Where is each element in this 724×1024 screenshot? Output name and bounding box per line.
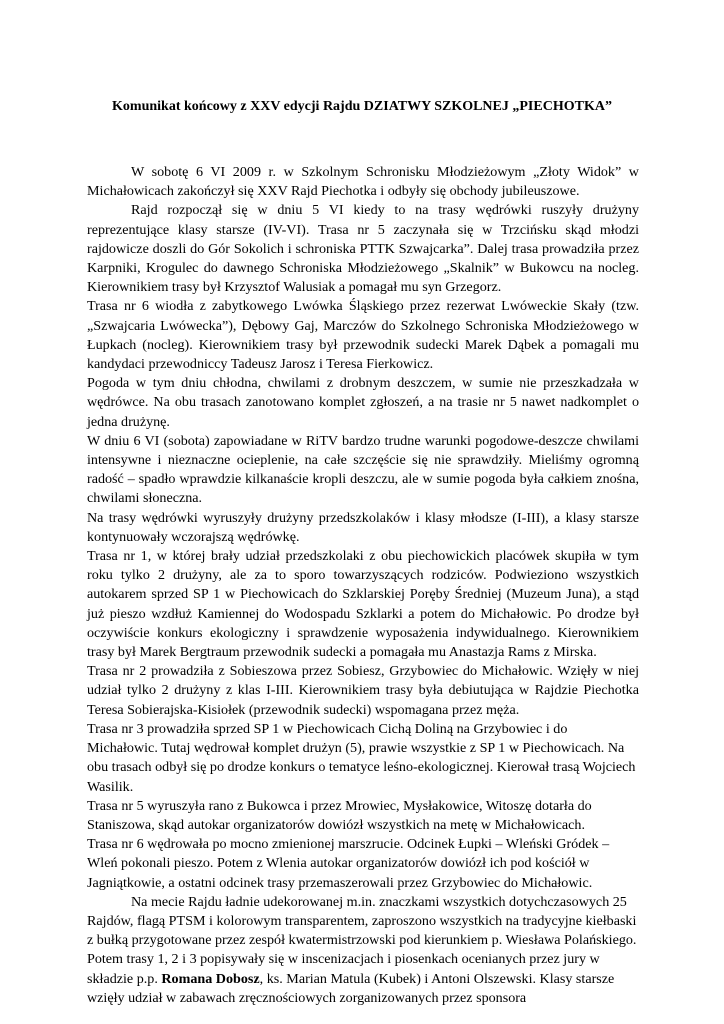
paragraph-day-one: Rajd rozpoczął się w dniu 5 VI kiedy to na trasy wędrówki ruszyły drużyny reprezentujące klasy starsze (IV-VI). Trasa nr 5 zaczynała się w Trzcińsku skąd młodzi rajdowicze doszli do Gór Sokolich i schroniska PTTK Szwajcarka”. Dalej trasa prowadziła przez Karpniki, Krogulec do dawnego Schroniska Młodzieżowego „Skalnik” w Bukowcu na nocleg. Kierownikiem trasy był Krzysztof Walusiak a pomagał mu syn Grzegorz. [87,202,639,296]
paragraph-route-5: Trasa nr 5 wyruszyła rano z Bukowca i przez Mrowiec, Mysłakowice, Witoszę dotarła do Staniszowa, skąd autokar organizatorów dowiózł wszystkich na metę w Michałowicach. [87,797,592,833]
paragraph-route-6: Trasa nr 6 wiodła z zabytkowego Lwówka Śląskiego przez rezerwat Lwóweckie Skały (tzw. „Szwajcaria Lwówecka”), Dębowy Gaj, Marczów do Szkolnego Schroniska Młodzieżowego w Łupkach (nocleg). Kierownikiem trasy był przewodnik sudecki Marek Dąbek a pomagali mu kandydaci przewodniccy Tadeusz Jarosz i Teresa Fierkowicz. [87,298,639,373]
finish-text-start: Na mecie Rajdu ładnie udekorowanej m.in. znaczkami wszystkich dotychczasowych 25 Rajdów, flagą PTSM i kolorowym transparentem, zaproszono wszystkich na tradycyjne kiełbaski z bułką przygotowane przez zespół kwatermistrzowski pod kierunkiem p. Wiesława Polańskiego. Potem trasy 1, 2 i 3 popisywały się w inscenizacjach i piosenkach ocenianych przez jury w składzie p.p. [87,893,637,987]
paragraph-route-2: Trasa nr 2 prowadziła z Sobieszowa przez Sobiesz, Grzybowiec do Michałowic. Wzięły w niej udział tylko 2 drużyny z klas I-III. Kierownikiem trasy była debiutująca w Rajdzie Piechotka Teresa Sobierajska-Kisiołek (przewodnik sudecki) wspomagana przez męża. [87,663,639,718]
paragraph-saturday-weather: W dniu 6 VI (sobota) zapowiadane w RiTV bardzo trudne warunki pogodowe-deszcze chwilami intensywne i nieznaczne ocieplenie, na całe szczęście się nie sprawdziły. Mieliśmy ogromną radość – spadło wprawdzie kilkanaście kropli deszczu, ale w sumie pogoda była całkiem znośna, chwilami słoneczna. [87,432,639,507]
paragraph-day-two-start: Na trasy wędrówki wyruszyły drużyny przedszkolaków i klasy młodsze (I-III), a klasy starsze kontynuowały wczorajszą wędrówkę. [87,509,639,545]
paragraph-finish [87,893,639,1008]
paragraph-intro: W sobotę 6 VI 2009 r. w Szkolnym Schronisku Młodzieżowym „Złoty Widok” w Michałowicach zakończył się XXV Rajd Piechotka i odbyły się obchody jubileuszowe. [87,164,639,200]
jury-member-bold: Romana Dobosz [161,970,260,987]
paragraph-weather-day-one: Pogoda w tym dniu chłodna, chwilami z drobnym deszczem, w sumie nie przeszkadzała w wędrówce. Na obu trasach zanotowano komplet zgłoszeń, a na trasie nr 5 nawet nadkomplet o jedna drużynę. [87,375,639,430]
document-title: Komunikat końcowy z XXV edycji Rajdu DZIATWY SZKOLNEJ „PIECHOTKA” [112,99,612,114]
document-body [87,163,639,1008]
finish-text-end: , ks. Marian Matula (Kubek) i Antoni Olszewski. Klasy starsze wzięły udział w zabawach zręcznościowych zorganizowanych przez sponsora [87,970,615,1006]
paragraph-route-6-day-two: Trasa nr 6 wędrowała po mocno zmienionej marszrucie. Odcinek Łupki – Wleński Gródek – Wleń pokonali pieszo. Potem z Wlenia autokar organizatorów dowiózł ich pod kościół w Jagniątkowie, a ostatni odcinek trasy przemaszerowali przez Grzybowiec do Michałowic. [87,836,610,891]
paragraph-route-3: Trasa nr 3 prowadziła sprzed SP 1 w Piechowicach Cichą Doliną na Grzybowiec i do Michałowic. Tutaj wędrował komplet drużyn (5), prawie wszystkie z SP 1 w Piechowicach. Na obu trasach odbył się po drodze konkurs o tematyce leśno-ekologicznej. Kierował trasą Wojciech Wasilik. [87,720,636,795]
paragraph-route-1: Trasa nr 1, w której brały udział przedszkolaki z obu piechowickich placówek skupiła w tym roku tylko 2 drużyny, ale za to sporo towarzyszących rodziców. Podwieziono wszystkich autokarem sprzed SP 1 w Piechowicach do Szklarskiej Poręby Średniej (Muzeum Juna), a stąd już pieszo wzdłuż Kamiennej do Wodospadu Szklarki a potem do Michałowic. Po drodze był oczywiście konkurs ekologiczny i sprawdzenie wyposażenia indywidualnego. Kierownikiem trasy był Marek Bergtraum przewodnik sudecki a pomagała mu Anastazja Rams z Mirska. [87,548,639,661]
